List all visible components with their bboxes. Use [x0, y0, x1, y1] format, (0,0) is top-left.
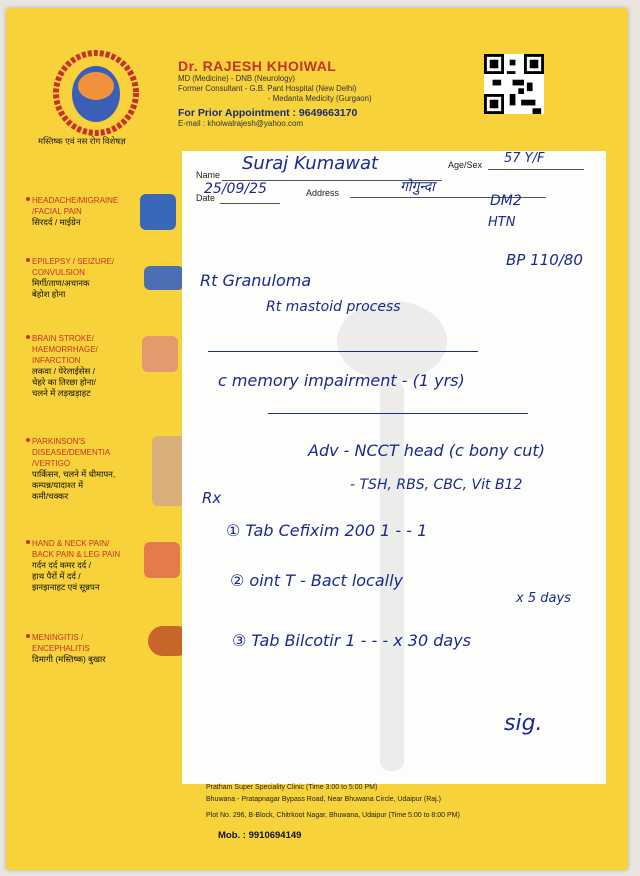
sidebar-en: HEADACHE/MIGRAINE /FACIAL PAIN — [32, 196, 119, 216]
qr-code — [484, 54, 544, 114]
underline-stroke — [268, 413, 528, 414]
date-line — [220, 203, 280, 204]
sidebar-en: HAND & NECK PAIN/ BACK PAIN & LEG PAIN — [32, 539, 121, 559]
clinic-2: Plot No. 296, B-Block, Chitrkoot Nagar, Bhuwana, Udaipur (Time 5:00 to 8:00 PM) — [206, 812, 460, 819]
finding-1: Rt Granuloma — [200, 271, 312, 290]
logo-brain-emblem — [36, 48, 156, 138]
age-line — [488, 169, 584, 170]
age-sex-value: 57 Y/F — [504, 151, 545, 166]
sidebar-hi: गर्दन दर्द कमर दर्द / हाथ पैरों में दर्द / झनझनाहट एवं सून्नपन — [32, 560, 100, 592]
sidebar-item-pain — [32, 538, 120, 593]
bp-note: BP 110/80 — [506, 251, 583, 269]
former-consultant-2: - Medanta Medicity (Gurgaon) — [268, 94, 372, 103]
sidebar-item-epilepsy — [32, 256, 114, 300]
duration: x 5 days — [516, 591, 571, 606]
sidebar-item-parkinsons — [32, 436, 115, 502]
sidebar-hi: पार्किसन, चलने में धीमापन, कम्पन्न/यादाश्त में कमी/चक्कर — [32, 469, 116, 501]
finding-2: Rt mastoid process — [266, 299, 401, 315]
parkinsons-image — [152, 436, 186, 506]
doctor-info — [178, 58, 372, 128]
sidebar-item-stroke — [32, 333, 98, 399]
sidebar-en: BRAIN STROKE/ HAEMORRHAGE/ INFARCTION — [32, 334, 98, 365]
prescription-sheet — [6, 8, 628, 870]
medication-3: ③ Tab Bilcotir 1 - - - x 30 days — [232, 631, 472, 650]
bullet-dot — [26, 438, 30, 442]
advice-line-1: Adv - NCCT head (c bony cut) — [308, 441, 545, 460]
address-value: गोगुन्दा — [400, 179, 435, 195]
prescription-area — [182, 151, 606, 784]
address-label: Address — [306, 188, 340, 198]
rx-symbol: Rx — [202, 489, 222, 507]
sidebar-item-meningitis — [32, 632, 106, 665]
logo-caption: मस्तिष्क एवं नस रोग विशेषज्ञ — [38, 136, 126, 146]
clinic-1: Pratham Super Speciality Clinic (Time 3:00 to 5:00 PM) — [206, 784, 378, 791]
bullet-dot — [26, 335, 30, 339]
headache-image — [140, 194, 176, 230]
age-sex-label: Age/Sex — [448, 160, 483, 170]
bullet-dot — [26, 197, 30, 201]
name-label: Name — [196, 170, 221, 180]
bullet-dot — [26, 634, 30, 638]
date-label: Date — [196, 193, 216, 203]
doctor-name: Dr. RAJESH KHOIWAL — [178, 58, 337, 74]
doctor-signature: sig. — [504, 711, 543, 736]
epilepsy-image — [144, 266, 184, 290]
former-consultant: Former Consultant - G.B. Pant Hospital (New Delhi) — [178, 84, 357, 93]
bullet-dot — [26, 258, 30, 262]
bullet-dot — [26, 540, 30, 544]
sidebar-hi: दिमागी (मस्तिष्क) बुखार — [32, 654, 106, 664]
sidebar-en: PARKINSON'S DISEASE/DEMENTIA /VERTIGO — [32, 437, 111, 468]
dm-note: DM2 — [490, 193, 522, 209]
qualifications: MD (Medicine) - DNB (Neurology) — [178, 74, 295, 83]
date-value: 25/09/25 — [204, 181, 267, 197]
divider-stroke — [208, 351, 478, 352]
medication-2: ② oint T - Bact locally — [230, 571, 404, 590]
sidebar-hi: लकवा / पेरेलाईसेस / चेहरे का तिरछा होना/ चलने में लड़खड़ाहट — [32, 366, 96, 398]
sidebar-hi: सिरदर्द / माईग्रेन — [32, 217, 81, 227]
sidebar-en: MENINGITIS / ENCEPHALITIS — [32, 633, 90, 653]
neck-pain-image — [144, 542, 180, 578]
email: E-mail : khoiwalrajesh@yahoo.com — [178, 119, 304, 128]
medication-1: ① Tab Cefixim 200 1 - - 1 — [226, 521, 428, 540]
patient-name: Suraj Kumawat — [242, 153, 379, 174]
sidebar-en: EPILEPSY / SEIZURE/ CONVULSION — [32, 257, 115, 277]
clinic-1-address: Bhuwana - Pratapnagar Bypass Road, Near Bhuwana Circle, Udaipur (Raj.) — [206, 796, 442, 803]
sidebar-item-headache — [32, 195, 118, 228]
stroke-image — [142, 336, 178, 372]
htn-note: HTN — [488, 215, 516, 230]
mobile-number: Mob. : 9910694149 — [218, 830, 302, 841]
appointment-number: For Prior Appointment : 9649663170 — [178, 107, 358, 119]
sidebar-hi: मिर्गी/ताण/अचानक बेहोश होना — [32, 278, 90, 299]
advice-line-2: - TSH, RBS, CBC, Vit B12 — [350, 477, 523, 493]
complaint: c memory impairment - (1 yrs) — [218, 371, 465, 390]
